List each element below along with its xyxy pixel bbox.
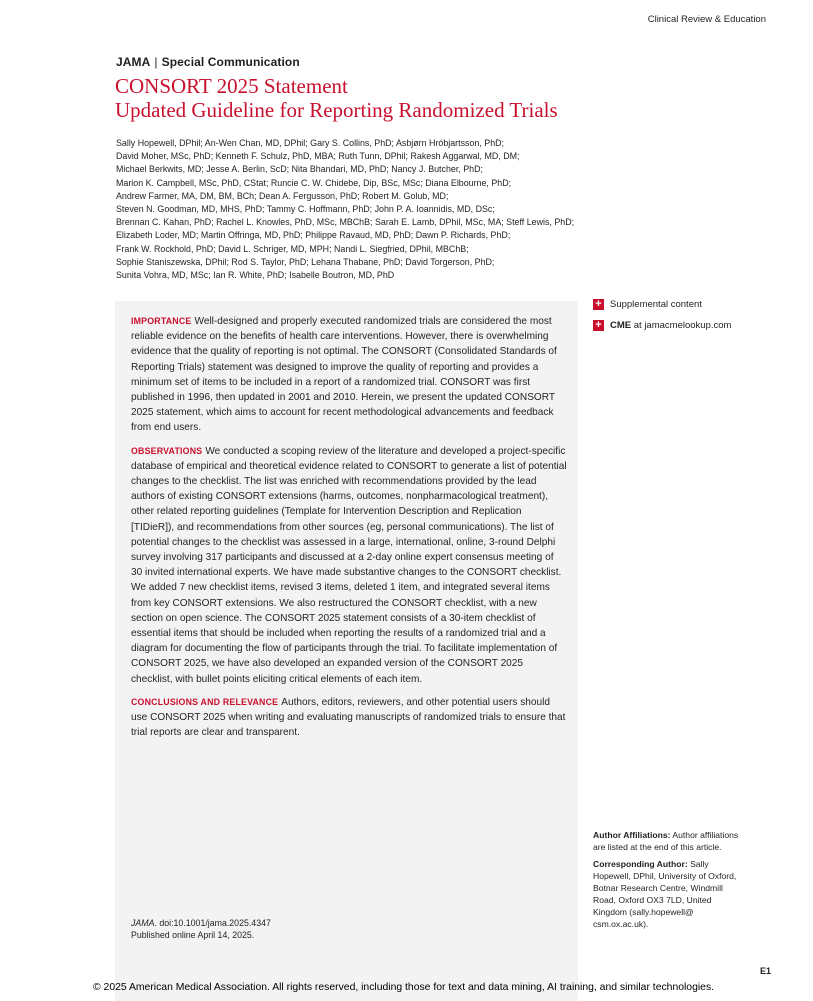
affiliations-text: Author affiliations are listed at the end of this article. bbox=[593, 830, 739, 852]
abstract bbox=[131, 314, 567, 748]
author-line: Marion K. Campbell, MSc, PhD, CStat; Runcie C. W. Chidebe, Dip, BSc, MSc; Diana Elbourne, PhD; bbox=[116, 177, 512, 188]
section-tag: Clinical Review & Education bbox=[647, 14, 766, 25]
importance-heading: IMPORTANCE bbox=[131, 316, 192, 326]
abstract-observations bbox=[131, 444, 567, 687]
cme-link[interactable] bbox=[593, 320, 731, 331]
citation bbox=[131, 917, 271, 941]
copyright-notice: © 2025 American Medical Association. All rights reserved, including those for text and data mining, AI training, and similar technologies. bbox=[93, 982, 715, 993]
corresponding-heading: Corresponding Author: bbox=[593, 859, 688, 869]
author-line: Michael Berkwits, MD; Jesse A. Berlin, ScD; Nita Bhandari, MD, PhD; Nancy J. Butcher, PhD; bbox=[116, 164, 483, 175]
observations-text: We conducted a scoping review of the literature and developed a project-specific database of empirical and theoretical evidence related to CONSORT to generate a list of potential changes to the checklist. The list was enriched with recommendations provided by the lead authors of existing CONSORT extensions (harms, outcomes, nonpharmacological treatment), other related reporting guidelines (Template for Intervention Description and Replication [TIDieR]), and recommendations from other sources (eg, personal communications). The list of potential changes to the checklist was assessed in a large, international, online, 3-round Delphi survey involving 317 participants and discussed at a 2-day online expert consensus meeting of 30 invited international experts. We have made substantive changes to the CONSORT checklist. We added 7 new checklist items, revised 3 items, deleted 1 item, and integrated several items from key CONSORT extensions. We also restructured the CONSORT checklist, with a new section on open science. The CONSORT 2025 statement consists of a 30-item checklist of essential items that should be included when reporting the results of a randomized trial and a diagram for documenting the flow of participants through the trial. To facilitate implementation of CONSORT 2025, we have also developed an expanded version of the CONSORT 2025 checklist, with bullet points eliciting critical elements of each item. bbox=[131, 445, 567, 685]
corresponding-text: Sally Hopewell, DPhil, University of Oxford, Botnar Research Centre, Windmill Road, Oxford OX3 7LD, United Kingdom (sally.hopewell@ csm.ox.ac.uk). bbox=[593, 859, 737, 929]
plus-icon: + bbox=[593, 320, 604, 331]
author-line: Elizabeth Loder, MD; Martin Offringa, MD, PhD; Philippe Ravaud, MD, PhD; Dawn P. Richards, PhD; bbox=[116, 230, 511, 241]
corresponding-author bbox=[593, 858, 743, 930]
conclusions-heading: CONCLUSIONS AND RELEVANCE bbox=[131, 696, 279, 707]
plus-icon: + bbox=[593, 299, 604, 310]
conclusions-text: Authors, editors, reviewers, and other potential users should use CONSORT 2025 when writing and evaluating manuscripts of randomized trials to ensure that trial reports are clear and transparent. bbox=[131, 696, 566, 739]
author-line: Sunita Vohra, MD, MSc; Ian R. White, PhD; Isabelle Boutron, MD, PhD bbox=[116, 270, 395, 281]
citation-published: Published online April 14, 2025. bbox=[131, 930, 255, 940]
author-line: Sally Hopewell, DPhil; An-Wen Chan, MD, DPhil; Gary S. Collins, PhD; Asbjørn Hróbjartsson, PhD; bbox=[116, 138, 505, 148]
author-line: David Moher, MSc, PhD; Kenneth F. Schulz, PhD, MBA; Ruth Tunn, DPhil; Rakesh Aggarwal, MD, DM; bbox=[116, 151, 520, 162]
author-line: Frank W. Rockhold, PhD; David L. Schriger, MD, MPH; Nandi L. Siegfried, DPhil, MBChB; bbox=[116, 243, 469, 254]
affiliations-heading: Author Affiliations: bbox=[593, 830, 671, 840]
citation-doi bbox=[131, 917, 271, 929]
citation-doi-text: . doi:10.1001/jama.2025.4347 bbox=[154, 918, 271, 928]
importance-text: Well-designed and properly executed randomized trials are considered the most reliable evidence on the benefits of health care interventions. However, there is overwhelming evidence that the quality of reporting is not optimal. The CONSORT (Consolidated Standards of Reporting Trials) statement was designed to improve the quality of reporting and provides a minimum set of items to be included in a report of a randomized trial. CONSORT was first published in 1996, then updated in 2001 and 2010. Herein, we present the updated CONSORT 2025 statement, which aims to account for recent methodological advancements and feedback from end users. bbox=[131, 316, 557, 434]
author-list bbox=[116, 137, 586, 282]
cme-text: at jamacmelookup.com bbox=[631, 320, 732, 331]
journal-name: JAMA bbox=[116, 55, 151, 69]
abstract-conclusions bbox=[131, 695, 567, 741]
page-number: E1 bbox=[759, 966, 771, 976]
cme-label: CME bbox=[610, 320, 632, 331]
citation-journal: JAMA bbox=[131, 918, 155, 928]
title-line-2: Updated Guideline for Reporting Randomized Trials bbox=[115, 98, 558, 122]
author-line: Steven N. Goodman, MD, MHS, PhD; Tammy C. Hoffmann, PhD; John P. A. Ioannidis, MD, DSc; bbox=[116, 204, 495, 215]
author-affiliations bbox=[593, 829, 743, 853]
supplemental-content-link[interactable] bbox=[593, 299, 702, 310]
supplemental-label: Supplemental content bbox=[610, 299, 702, 310]
article-title bbox=[115, 74, 558, 122]
author-info bbox=[593, 829, 743, 935]
title-line-1: CONSORT 2025 Statement bbox=[115, 74, 348, 98]
author-line: Brennan C. Kahan, PhD; Rachel L. Knowles, PhD, MSc, MBChB; Sarah E. Lamb, DPhil, MSc, MA; Steff Lewis, PhD; bbox=[116, 217, 575, 228]
author-line: Andrew Farmer, MA, DM, BM, BCh; Dean A. Fergusson, PhD; Robert M. Golub, MD; bbox=[116, 190, 449, 201]
article-type: Special Communication bbox=[161, 55, 300, 69]
author-line: Sophie Staniszewska, DPhil; Rod S. Taylor, PhD; Lehana Thabane, PhD; David Torgerson, PhD; bbox=[116, 256, 495, 267]
journal-line bbox=[116, 55, 300, 69]
observations-heading: OBSERVATIONS bbox=[131, 445, 203, 456]
journal-separator: | bbox=[154, 55, 158, 69]
abstract-importance bbox=[131, 314, 567, 436]
cme-label-wrap bbox=[610, 320, 731, 331]
